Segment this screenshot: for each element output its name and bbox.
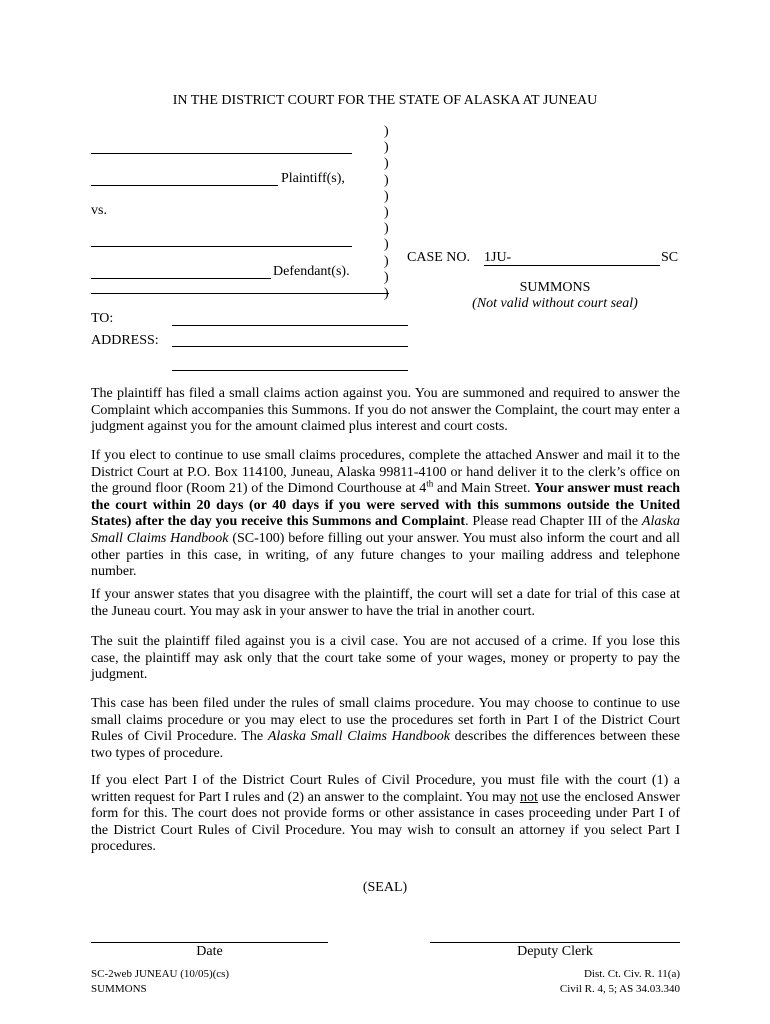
paragraph-4: The suit the plaintiff filed against you is a civil case. You are not accused of a crime. If you lose this case, the plaintiff may ask only that the court take some of your wages, money or property to pay the judgment. — [91, 634, 680, 683]
vs-label: vs. — [91, 203, 107, 218]
deputy-clerk-line[interactable] — [430, 942, 680, 943]
plaintiff-name-line-1[interactable] — [91, 153, 352, 154]
address-label: ADDRESS: — [91, 333, 159, 348]
footer-form-id: SC-2web JUNEAU (10/05)(cs) — [91, 968, 230, 980]
case-number-label: CASE NO. — [407, 250, 471, 265]
summons-title: SUMMONS — [519, 280, 591, 295]
address-line-1[interactable] — [172, 346, 408, 347]
seal-note: (Not valid without court seal) — [472, 296, 638, 311]
paragraph-1: The plaintiff has filed a small claims action against you. You are summoned and required to answer the Complaint which accompanies this Summons. If you do not answer the Complaint, the court may enter a judgment against you for the amount claimed plus interest and court costs. — [91, 386, 680, 435]
deputy-clerk-label: Deputy Clerk — [517, 944, 593, 959]
case-number-prefix: 1JU- — [484, 250, 512, 265]
case-number-suffix: SC — [661, 250, 679, 265]
court-heading: IN THE DISTRICT COURT FOR THE STATE OF ALASKA AT JUNEAU — [172, 93, 598, 108]
date-line[interactable] — [91, 942, 328, 943]
paragraph-5: This case has been filed under the rules of small claims procedure. You may choose to continue to use small claims procedure or you may elect to use the procedures set forth in Part I of the District Court Rules of Civil Procedure. The Alaska Small Claims Handbook describes the differences between these two types of procedure. — [91, 696, 680, 761]
to-label: TO: — [91, 311, 114, 326]
plaintiff-label: Plaintiff(s), — [281, 171, 345, 186]
defendant-name-line-2[interactable] — [91, 278, 271, 279]
defendant-name-line-1[interactable] — [91, 246, 352, 247]
case-number-line[interactable] — [484, 265, 660, 266]
footer-rule-1: Dist. Ct. Civ. R. 11(a) — [583, 968, 680, 980]
defendant-label: Defendant(s). — [273, 264, 350, 279]
paragraph-6: If you elect Part I of the District Court Rules of Civil Procedure, you must file with the court (1) a written request for Part I rules and (2) an answer to the complaint. You may not use the enclosed Answer form for this. The court does not provide forms or other assistance in cases proceeding under Part I of the District Court Rules of Civil Procedure. You may wish to consult an attorney if you select Part I procedures. — [91, 773, 680, 855]
plaintiff-name-line-2[interactable] — [91, 185, 278, 186]
footer-rule-2: Civil R. 4, 5; AS 34.03.340 — [559, 983, 680, 995]
footer-form-name: SUMMONS — [91, 983, 147, 995]
to-line[interactable] — [172, 325, 408, 326]
caption-parens: ) ) ) ) ) ) ) ) ) ) ) — [384, 124, 389, 302]
address-line-2[interactable] — [172, 370, 408, 371]
paragraph-2: If you elect to continue to use small claims procedures, complete the attached Answer and mail it to the District Court at P.O. Box 114100, Juneau, Alaska 99811-4100 or hand deliver it to the clerk’s office on the ground floor (Room 21) of the Dimond Courthouse at 4th and Main Street. Your answer must reach the court within 20 days (or 40 days if you were served with this summons outside the United States) after the day you receive this Summons and Complaint. Please read Chapter III of the Alaska Small Claims Handbook (SC-100) before filling out your answer. You must also inform the court and all other parties in this case, in writing, of any future changes to your mailing address and telephone number. — [91, 448, 681, 580]
paragraph-3: If your answer states that you disagree with the plaintiff, the court will set a date for trial of this case at the Juneau court. You may ask in your answer to have the trial in another court. — [91, 587, 680, 619]
caption-bottom-rule — [91, 293, 389, 294]
seal-placeholder: (SEAL) — [362, 880, 408, 895]
date-label: Date — [196, 944, 223, 959]
